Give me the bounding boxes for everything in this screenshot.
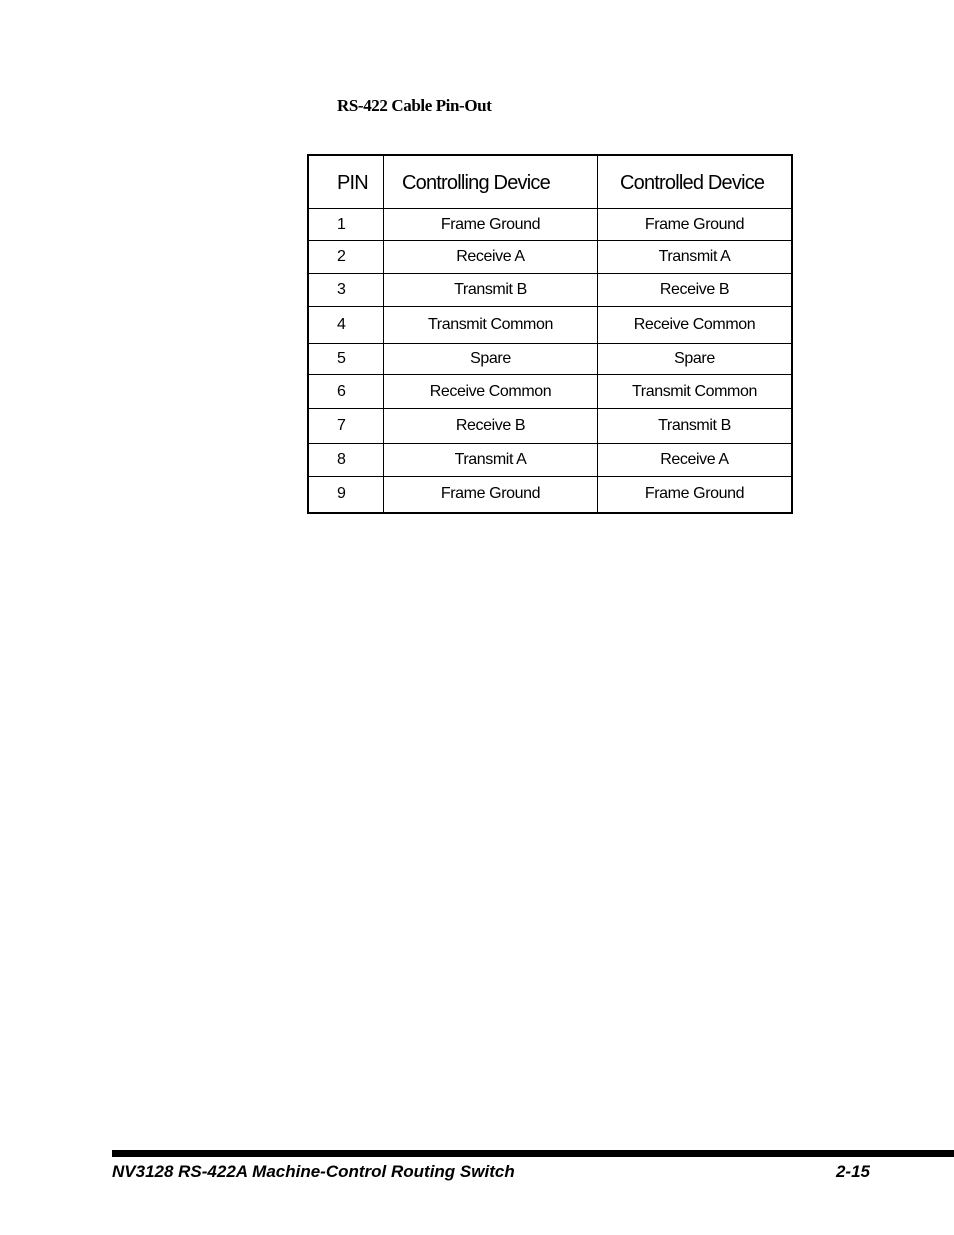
controlled-device-signal: Receive Common — [598, 307, 793, 344]
controlled-device-signal: Frame Ground — [598, 477, 793, 513]
controlled-device-signal: Transmit A — [598, 241, 793, 274]
controlled-device-signal: Spare — [598, 344, 793, 375]
pin-number: 4 — [308, 307, 384, 344]
pin-number: 7 — [308, 409, 384, 444]
header-controlled-device: Controlled Device — [598, 155, 793, 209]
table-row — [308, 409, 792, 444]
table-header-row — [308, 155, 792, 209]
controlled-device-signal: Transmit B — [598, 409, 793, 444]
pin-number: 8 — [308, 444, 384, 477]
table-caption: RS-422 Cable Pin-Out — [337, 96, 492, 115]
controlling-device-signal: Transmit A — [384, 444, 598, 477]
table-row — [308, 444, 792, 477]
controlling-device-signal: Receive B — [384, 409, 598, 444]
header-pin: PIN — [308, 155, 384, 209]
controlled-device-signal: Receive A — [598, 444, 793, 477]
pin-number: 5 — [308, 344, 384, 375]
controlling-device-signal: Receive Common — [384, 375, 598, 409]
controlled-device-signal: Receive B — [598, 274, 793, 307]
controlled-device-signal: Transmit Common — [598, 375, 793, 409]
controlling-device-signal: Receive A — [384, 241, 598, 274]
footer-page-number: 2-15 — [835, 1162, 870, 1181]
pin-number: 1 — [308, 209, 384, 241]
footer-rule — [112, 1150, 954, 1157]
controlling-device-signal: Transmit B — [384, 274, 598, 307]
table-row — [308, 344, 792, 375]
pinout-table — [307, 154, 793, 514]
header-controlling-device: Controlling Device — [384, 155, 598, 209]
controlled-device-signal: Frame Ground — [598, 209, 793, 241]
table-row — [308, 209, 792, 241]
pin-number: 2 — [308, 241, 384, 274]
controlling-device-signal: Frame Ground — [384, 477, 598, 513]
pin-number: 3 — [308, 274, 384, 307]
controlling-device-signal: Transmit Common — [384, 307, 598, 344]
controlling-device-signal: Frame Ground — [384, 209, 598, 241]
pin-number: 9 — [337, 485, 346, 503]
controlling-device-signal: Spare — [384, 344, 598, 375]
footer-document-title: NV3128 RS-422A Machine-Control Routing Switch — [112, 1162, 515, 1181]
table-row — [308, 375, 792, 409]
table-row — [308, 307, 792, 344]
pin-number: 6 — [308, 375, 384, 409]
table-row — [308, 241, 792, 274]
table-row — [308, 477, 792, 513]
table-row — [308, 274, 792, 307]
